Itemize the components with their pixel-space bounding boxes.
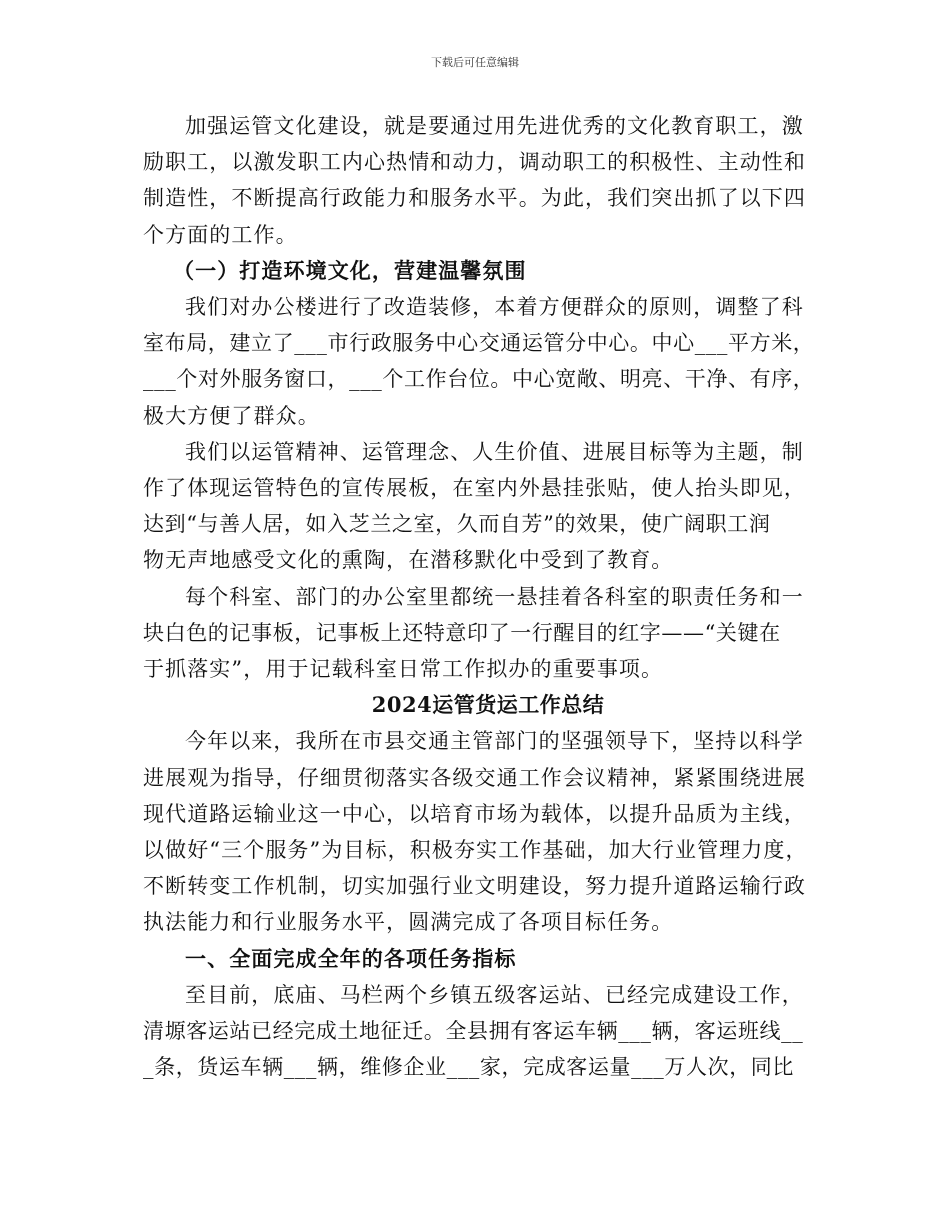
text-line: 块白色的记事板，记事板上还特意印了一行醒目的红字——“关键在	[143, 620, 781, 645]
text-line: _条，货运车辆___辆，维修企业___家，完成客运量___万人次，同比	[143, 1055, 794, 1080]
page-header: 下载后可任意编辑	[431, 56, 519, 69]
paragraph-display-boards	[143, 434, 833, 579]
text-line: 不断转变工作机制，切实加强行业文明建设，努力提升道路运输行政	[143, 874, 806, 899]
document-body	[143, 108, 833, 1085]
text-line: 以做好“三个服务”为目标，积极夯实工作基础，加大行业管理力度，	[143, 838, 808, 863]
text-line: 物无声地感受文化的熏陶，在潜移默化中受到了教育。	[143, 548, 674, 573]
paragraph-stations	[143, 977, 833, 1086]
text-line: 我们对办公楼进行了改造装修，本着方便群众的原则，调整了科	[185, 295, 804, 320]
text-line: 清塬客运站已经完成土地征迁。全县拥有客运车辆___辆，客运班线__	[143, 1019, 804, 1044]
text-line: 室布局，建立了___市行政服务中心交通运管分中心。中心___平方米，	[143, 331, 815, 356]
paragraph-culture-intro	[143, 108, 833, 253]
text-line: 我们以运管精神、运管理念、人生价值、进展目标等为主题，制	[185, 439, 804, 464]
text-line: 作了体现运管特色的宣传展板，在室内外悬挂张贴，使人抬头即见，	[143, 476, 806, 501]
text-line: 至目前，底庙、马栏两个乡镇五级客运站、已经完成建设工作，	[185, 982, 804, 1007]
text-line: 极大方便了群众。	[143, 403, 320, 428]
paragraph-summary-intro	[143, 723, 833, 940]
subheading-environment-culture: （一）打造环境文化，营建温馨氛围	[173, 257, 527, 283]
text-line: 每个科室、部门的办公室里都统一悬挂着各科室的职责任务和一	[185, 584, 804, 609]
text-line: 达到“与善人居，如入芝兰之室，久而自芳”的效果，使广阔职工润	[143, 512, 771, 537]
text-line: 个方面的工作。	[143, 222, 298, 247]
text-line: 励职工，以激发职工内心热情和动力，调动职工的积极性、主动性和	[143, 150, 806, 175]
document-title: 2024运管货运工作总结	[371, 692, 605, 718]
text-line: 加强运管文化建设，就是要通过用先进优秀的文化教育职工，激	[185, 114, 804, 138]
paragraph-office-renovation	[143, 289, 833, 434]
text-line: ___个对外服务窗口，___个工作台位。中心宽敞、明亮、干净、有序，	[143, 367, 815, 392]
paragraph-memo-boards	[143, 579, 833, 688]
heading-annual-targets: 一、全面完成全年的各项任务指标	[185, 945, 517, 971]
text-line: 于抓落实”，用于记载科室日常工作拟办的重要事项。	[143, 657, 664, 682]
text-line: 制造性，不断提高行政能力和服务水平。为此，我们突出抓了以下四	[143, 186, 806, 211]
text-line: 现代道路运输业这一中心，以培育市场为载体，以提升品质为主线，	[143, 801, 806, 826]
text-line: 进展观为指导，仔细贯彻落实各级交通工作会议精神，紧紧围绕进展	[143, 765, 806, 790]
text-line: 今年以来，我所在市县交通主管部门的坚强领导下，坚持以科学	[185, 729, 804, 754]
text-line: 执法能力和行业服务水平，圆满完成了各项目标任务。	[143, 910, 674, 935]
